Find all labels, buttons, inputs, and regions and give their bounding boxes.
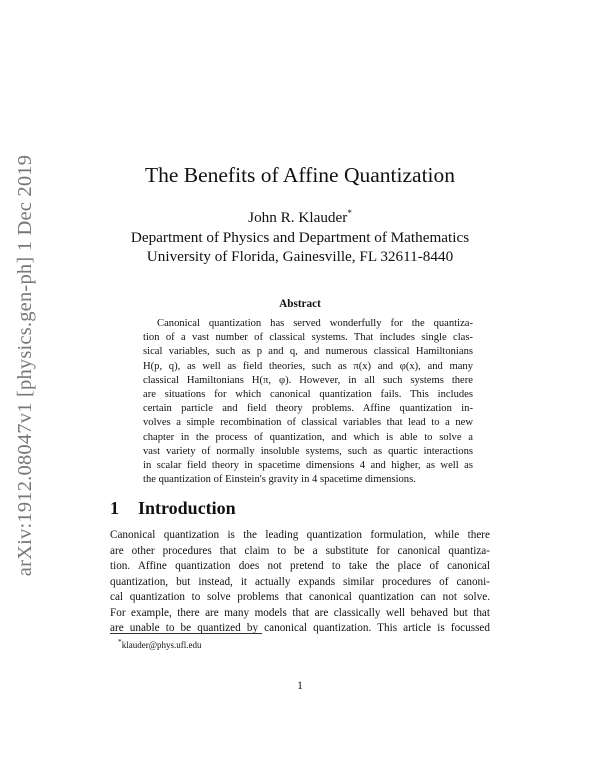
page-number: 1 (297, 680, 303, 692)
author-name: John R. Klauder (248, 209, 348, 227)
abstract-line: sical variables, such as p and q, and numerous classical Hamiltonians (143, 346, 473, 358)
abstract-line: certain particle and field theory problems. Affine quantization in- (143, 403, 473, 415)
abstract-line: chapter in the process of quantization, and which is able to solve a (143, 431, 473, 443)
abstract-heading: Abstract (279, 298, 321, 310)
section-heading (110, 498, 236, 519)
footnote-rule (110, 633, 262, 634)
abstract-line: tion of a vast number of classical systems. That includes single clas- (143, 332, 473, 344)
abstract-line: are situations for which canonical quantization fails. This includes (143, 389, 473, 401)
affiliation-department: Department of Physics and Department of Mathematics (130, 228, 470, 246)
author-block (0, 204, 600, 267)
section-number: 1 (110, 498, 119, 518)
abstract-line: the quantization of Einstein's gravity in 4 spacetime dimensions. (143, 474, 416, 486)
author-footnote-mark: * (347, 208, 352, 218)
abstract-line: volves a simple recombination of classical variables that lead to a new (143, 417, 473, 429)
footnote (118, 637, 202, 650)
abstract-line: in scalar field theory in spacetime dimensions 4 and higher, as well as (143, 460, 473, 472)
abstract-line: vast variety of normally insoluble systems, such as quartic interactions (143, 445, 473, 457)
section-title: Introduction (138, 498, 236, 518)
intro-line: are unable to be quantized by canonical quantization. This article is focussed (110, 622, 490, 634)
intro-line: tion. Affine quantization does not pretend to take the place of canonical (110, 560, 490, 572)
affiliation-university: University of Florida, Gainesville, FL 32611-8440 (146, 248, 454, 266)
intro-line: cal quantization to solve problems that canonical quantization can not solve. (110, 591, 490, 603)
intro-line: For example, there are many models that are classically well behaved but that (110, 606, 490, 619)
introduction-body (110, 528, 490, 637)
intro-line: Canonical quantization is the leading quantization formulation, while there (110, 529, 490, 541)
abstract-line: classical Hamiltonians H(π, φ). However, in all such systems there (143, 374, 473, 386)
footnote-mark: * (118, 637, 122, 646)
footnote-email: klauder@phys.ufl.edu (121, 640, 202, 650)
abstract-line: Canonical quantization has served wonderfully for the quantiza- (157, 318, 473, 329)
paper-title: The Benefits of Affine Quantization (144, 163, 456, 187)
abstract-line: H(p, q), as well as field theories, such as π(x) and φ(x), and many (143, 360, 473, 372)
author-name-line (0, 204, 600, 228)
abstract-body (143, 317, 473, 487)
intro-line: quantization, but instead, it actually expands similar procedures of canoni- (110, 575, 490, 588)
arxiv-identifier: arXiv:1912.08047v1 [physics.gen-ph] 1 Dec 2019 (14, 154, 37, 576)
intro-line: are other procedures that claim to be a substitute for canonical quantiza- (110, 544, 490, 557)
